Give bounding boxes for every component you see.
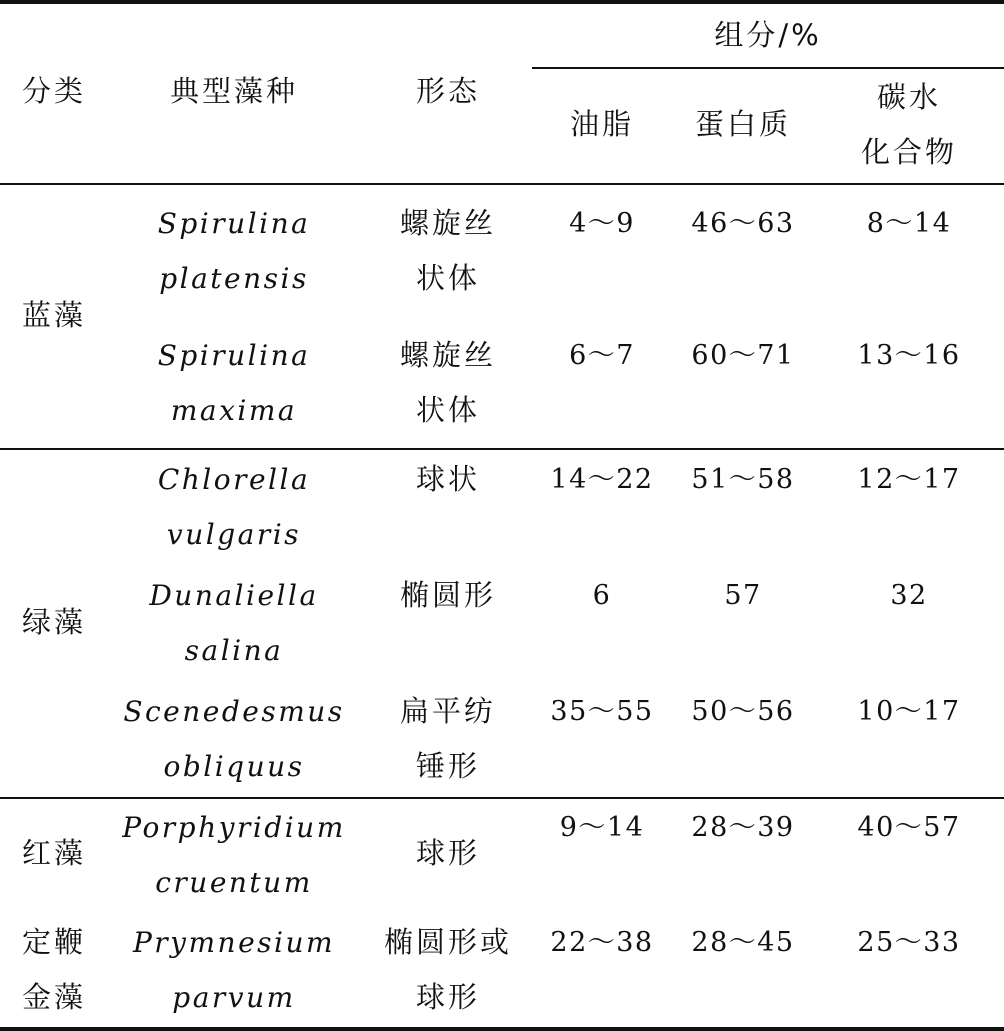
carbohydrate-value: 32 xyxy=(890,580,928,611)
carbohydrate-value: 40～57 xyxy=(857,812,961,843)
species-genus: Chlorella xyxy=(157,463,311,496)
lipid-value: 35～55 xyxy=(550,696,654,727)
protein-value: 57 xyxy=(724,580,762,611)
species-name xyxy=(118,196,350,306)
morphology-line: 球形 xyxy=(415,836,480,870)
header-species: 典型藻种 xyxy=(169,74,298,108)
components-sub-rule xyxy=(532,67,1004,69)
lipid-value: 14～22 xyxy=(550,464,654,495)
morphology xyxy=(372,568,524,623)
species-genus: Dunaliella xyxy=(149,579,319,612)
group-category: 蓝藻 xyxy=(21,298,86,332)
morphology xyxy=(372,684,524,794)
morphology-line: 球形 xyxy=(415,980,480,1014)
species-genus: Porphyridium xyxy=(122,811,346,844)
lipid-value: 9～14 xyxy=(559,812,645,843)
group-category xyxy=(0,915,108,1025)
morphology-line: 椭圆形或 xyxy=(383,925,512,959)
header-lipid: 油脂 xyxy=(569,107,634,141)
morphology-line: 螺旋丝 xyxy=(399,338,496,372)
group-divider-green-algae xyxy=(0,797,1004,799)
carbohydrate-value: 10～17 xyxy=(857,696,961,727)
species-genus: Prymnesium xyxy=(132,926,336,959)
header-protein: 蛋白质 xyxy=(694,107,791,141)
header-morphology: 形态 xyxy=(415,74,480,108)
morphology-line: 扁平纺 xyxy=(399,694,496,728)
carbohydrate-value: 8～14 xyxy=(866,208,952,239)
protein-value: 51～58 xyxy=(691,464,795,495)
header-components: 组分/% xyxy=(714,18,822,52)
species-name xyxy=(118,568,350,678)
species-epithet: parvum xyxy=(172,981,296,1014)
species-epithet: maxima xyxy=(170,394,298,427)
header-category: 分类 xyxy=(21,74,86,108)
lipid-value: 22～38 xyxy=(550,927,654,958)
table-bottom-rule xyxy=(0,1027,1004,1031)
group-category: 红藻 xyxy=(21,836,86,870)
protein-value: 28～45 xyxy=(691,927,795,958)
species-name xyxy=(118,684,350,794)
morphology-line: 状体 xyxy=(415,261,480,295)
lipid-value: 6 xyxy=(592,580,612,611)
morphology-line: 螺旋丝 xyxy=(399,206,496,240)
protein-value: 50～56 xyxy=(691,696,795,727)
protein-value: 60～71 xyxy=(691,340,795,371)
morphology xyxy=(372,826,524,881)
header-carbohydrate-line1: 碳水 xyxy=(876,80,941,114)
morphology xyxy=(372,452,524,507)
species-name xyxy=(118,328,350,438)
species-epithet: platensis xyxy=(159,262,309,295)
species-genus: Spirulina xyxy=(157,339,311,372)
carbohydrate-value: 13～16 xyxy=(857,340,961,371)
group-category-line: 定鞭 xyxy=(21,925,86,959)
group-divider-cyanobacteria xyxy=(0,448,1004,450)
morphology xyxy=(372,915,524,1025)
morphology-line: 锤形 xyxy=(415,749,480,783)
morphology-line: 球状 xyxy=(415,462,480,496)
species-epithet: vulgaris xyxy=(166,518,302,551)
table-top-rule xyxy=(0,0,1004,4)
header-carbohydrate xyxy=(814,70,1004,180)
morphology xyxy=(372,328,524,438)
species-name xyxy=(118,915,350,1025)
species-epithet: obliquus xyxy=(163,750,305,783)
header-carbohydrate-line2: 化合物 xyxy=(860,135,957,169)
protein-value: 46～63 xyxy=(691,208,795,239)
species-genus: Scenedesmus xyxy=(123,695,345,728)
morphology-line: 椭圆形 xyxy=(399,578,496,612)
carbohydrate-value: 25～33 xyxy=(857,927,961,958)
morphology-line: 状体 xyxy=(415,393,480,427)
lipid-value: 6～7 xyxy=(569,340,635,371)
morphology xyxy=(372,196,524,306)
carbohydrate-value: 12～17 xyxy=(857,464,961,495)
header-bottom-rule xyxy=(0,183,1004,185)
species-epithet: cruentum xyxy=(155,866,313,899)
species-name xyxy=(118,452,350,562)
species-genus: Spirulina xyxy=(157,207,311,240)
lipid-value: 4～9 xyxy=(569,208,635,239)
group-category-line: 金藻 xyxy=(21,980,86,1014)
group-category: 绿藻 xyxy=(21,605,86,639)
protein-value: 28～39 xyxy=(691,812,795,843)
species-epithet: salina xyxy=(184,634,284,667)
species-name xyxy=(118,800,350,910)
